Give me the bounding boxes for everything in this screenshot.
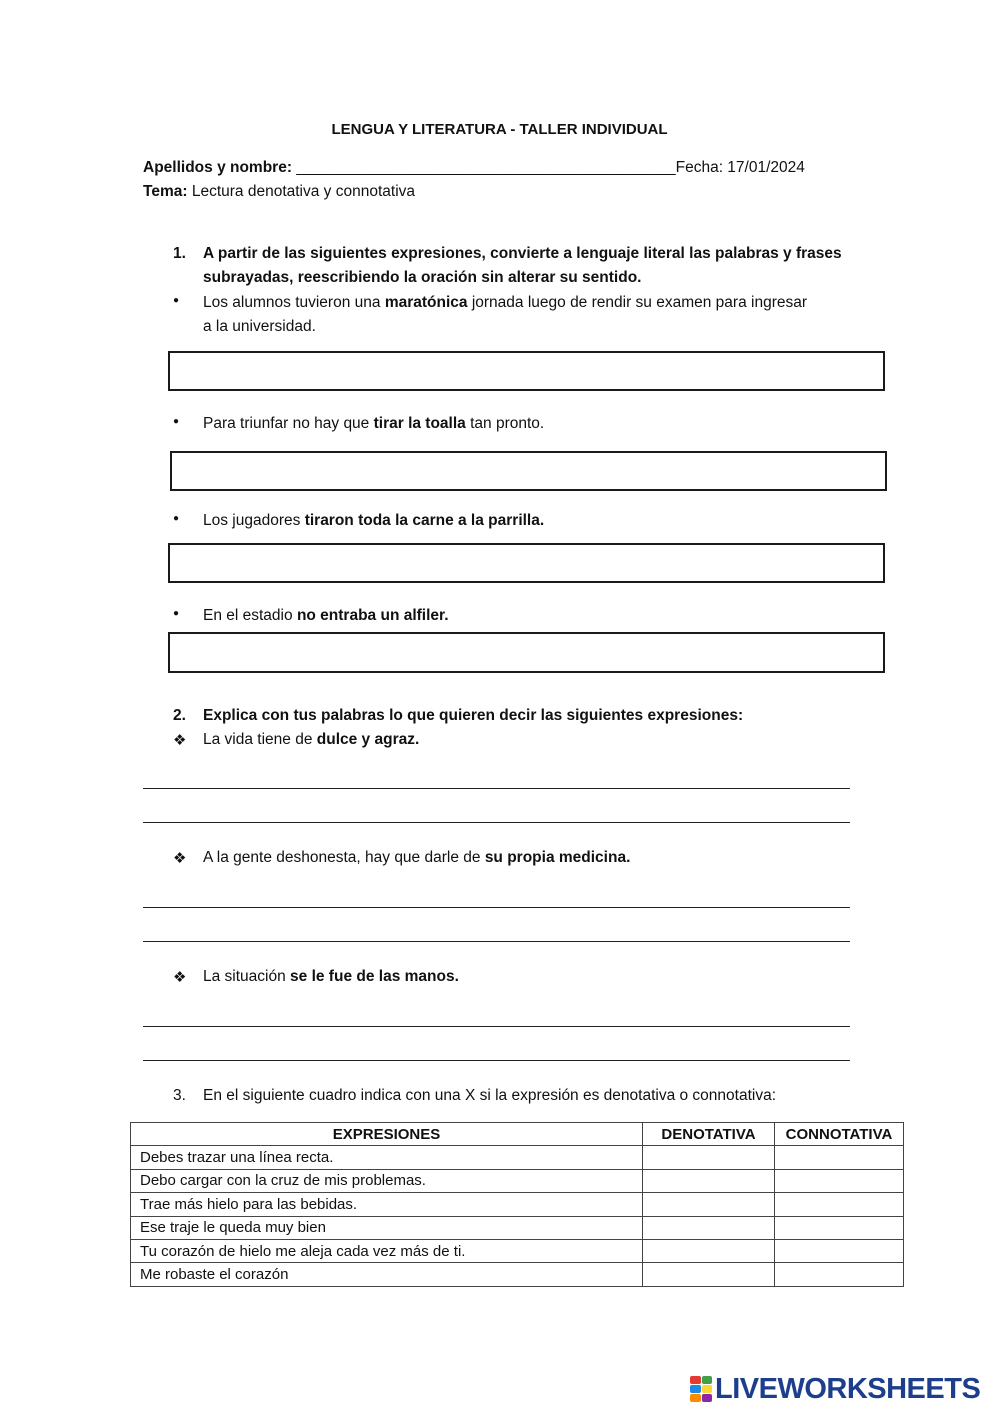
expression-cell: Tu corazón de hielo me aleja cada vez más de ti.	[131, 1239, 643, 1262]
name-row	[143, 159, 805, 177]
q2-answer-line[interactable]	[143, 1060, 850, 1061]
q1-item-3-bold: tiraron toda la carne a la parrilla.	[304, 512, 545, 529]
connotativa-cell[interactable]	[775, 1193, 904, 1216]
bullet-icon: ●	[173, 295, 180, 306]
q1-answer-box-2[interactable]	[170, 451, 887, 491]
q1-item-4	[203, 607, 449, 625]
logo-icon-block	[702, 1376, 713, 1384]
q3-number: 3.	[173, 1087, 186, 1104]
q1-item-1-line2: a la universidad.	[203, 318, 316, 335]
diamond-bullet-icon: ❖	[173, 850, 187, 867]
q2-number: 2.	[173, 707, 186, 724]
q1-item-2-text: Para triunfar no hay que	[203, 415, 374, 432]
topic-row	[143, 183, 415, 201]
expression-cell: Trae más hielo para las bebidas.	[131, 1193, 643, 1216]
worksheet-title: LENGUA Y LITERATURA - TALLER INDIVIDUAL	[331, 121, 668, 138]
expressions-table	[130, 1122, 904, 1287]
q1-answer-box-4[interactable]	[168, 632, 885, 673]
table-header-row	[131, 1123, 904, 1146]
q1-number: 1.	[173, 245, 186, 262]
connotativa-cell[interactable]	[775, 1239, 904, 1262]
logo-icon-block	[702, 1385, 713, 1393]
denotativa-cell[interactable]	[643, 1146, 775, 1169]
q2-answer-line[interactable]	[143, 907, 850, 908]
denotativa-cell[interactable]	[643, 1216, 775, 1239]
q2-answer-line[interactable]	[143, 1026, 850, 1027]
q1-item-2-bold: tirar la toalla	[373, 415, 466, 432]
table-row	[131, 1146, 904, 1169]
q2-item-2-bold: su propia medicina.	[484, 849, 631, 866]
connotativa-cell[interactable]	[775, 1146, 904, 1169]
liveworksheets-logo	[690, 1373, 980, 1405]
table-row	[131, 1239, 904, 1262]
q2-item-3-bold: se le fue de las manos.	[290, 968, 459, 985]
table-row	[131, 1263, 904, 1286]
q1-item-1-text-end: jornada luego de rendir su examen para ingresar	[467, 294, 808, 311]
connotativa-cell[interactable]	[775, 1263, 904, 1286]
expression-cell: Me robaste el corazón	[131, 1263, 643, 1286]
expression-cell: Debes trazar una línea recta.	[131, 1146, 643, 1169]
expression-cell: Ese traje le queda muy bien	[131, 1216, 643, 1239]
q2-item-1-bold: dulce y agraz.	[316, 731, 420, 748]
denotativa-cell[interactable]	[643, 1263, 775, 1286]
q2-item-2	[203, 849, 630, 867]
q1-item-4-bold: no entraba un alfiler.	[296, 607, 449, 624]
q1-item-3	[203, 512, 544, 530]
expression-cell: Debo cargar con la cruz de mis problemas.	[131, 1169, 643, 1192]
q1-item-1	[203, 294, 807, 312]
logo-icon-block	[702, 1394, 713, 1402]
name-label: Apellidos y nombre:	[143, 159, 292, 176]
column-header-denotativa: DENOTATIVA	[643, 1123, 775, 1146]
name-blank: ____________________________________________	[296, 159, 676, 176]
q1-item-2-text-end: tan pronto.	[465, 415, 545, 432]
q2-item-1	[203, 731, 419, 749]
date-text: Fecha: 17/01/2024	[675, 159, 805, 176]
q2-item-1-text: La vida tiene de	[203, 731, 317, 748]
topic-label: Tema:	[143, 183, 188, 200]
q1-item-1-text: Los alumnos tuvieron una	[203, 294, 385, 311]
bullet-icon: ●	[173, 608, 180, 619]
logo-text: LIVEWORKSHEETS	[715, 1372, 981, 1405]
q2-item-3	[203, 968, 459, 986]
logo-icon	[690, 1376, 712, 1402]
denotativa-cell[interactable]	[643, 1193, 775, 1216]
bullet-icon: ●	[173, 513, 180, 524]
table-row	[131, 1216, 904, 1239]
logo-icon-block	[690, 1394, 701, 1402]
column-header-connotativa: CONNOTATIVA	[775, 1123, 904, 1146]
q1-item-1-bold: maratónica	[384, 294, 468, 311]
bullet-icon: ●	[173, 416, 180, 427]
q1-item-3-text: Los jugadores	[203, 512, 305, 529]
q1-item-2	[203, 415, 544, 433]
diamond-bullet-icon: ❖	[173, 732, 187, 749]
topic-value: Lectura denotativa y connotativa	[191, 183, 416, 200]
table-row	[131, 1169, 904, 1192]
q2-answer-line[interactable]	[143, 941, 850, 942]
q2-answer-line[interactable]	[143, 788, 850, 789]
q2-item-2-text: A la gente deshonesta, hay que darle de	[203, 849, 485, 866]
denotativa-cell[interactable]	[643, 1169, 775, 1192]
connotativa-cell[interactable]	[775, 1169, 904, 1192]
q1-instruction-line1: A partir de las siguientes expresiones, convierte a lenguaje literal las palabras y frases	[203, 245, 842, 262]
diamond-bullet-icon: ❖	[173, 969, 187, 986]
q1-answer-box-3[interactable]	[168, 543, 885, 583]
q1-answer-box-1[interactable]	[168, 351, 885, 391]
q1-instruction-line2: subrayadas, reescribiendo la oración sin alterar su sentido.	[203, 269, 642, 286]
table-row	[131, 1193, 904, 1216]
connotativa-cell[interactable]	[775, 1216, 904, 1239]
denotativa-cell[interactable]	[643, 1239, 775, 1262]
q1-item-4-text: En el estadio	[203, 607, 297, 624]
logo-icon-block	[690, 1376, 701, 1384]
q2-answer-line[interactable]	[143, 822, 850, 823]
column-header-expresiones: EXPRESIONES	[131, 1123, 643, 1146]
logo-icon-block	[690, 1385, 701, 1393]
q2-item-3-text: La situación	[203, 968, 291, 985]
q3-instruction: En el siguiente cuadro indica con una X si la expresión es denotativa o connotativa:	[203, 1087, 777, 1104]
q2-instruction: Explica con tus palabras lo que quieren decir las siguientes expresiones:	[203, 707, 744, 724]
